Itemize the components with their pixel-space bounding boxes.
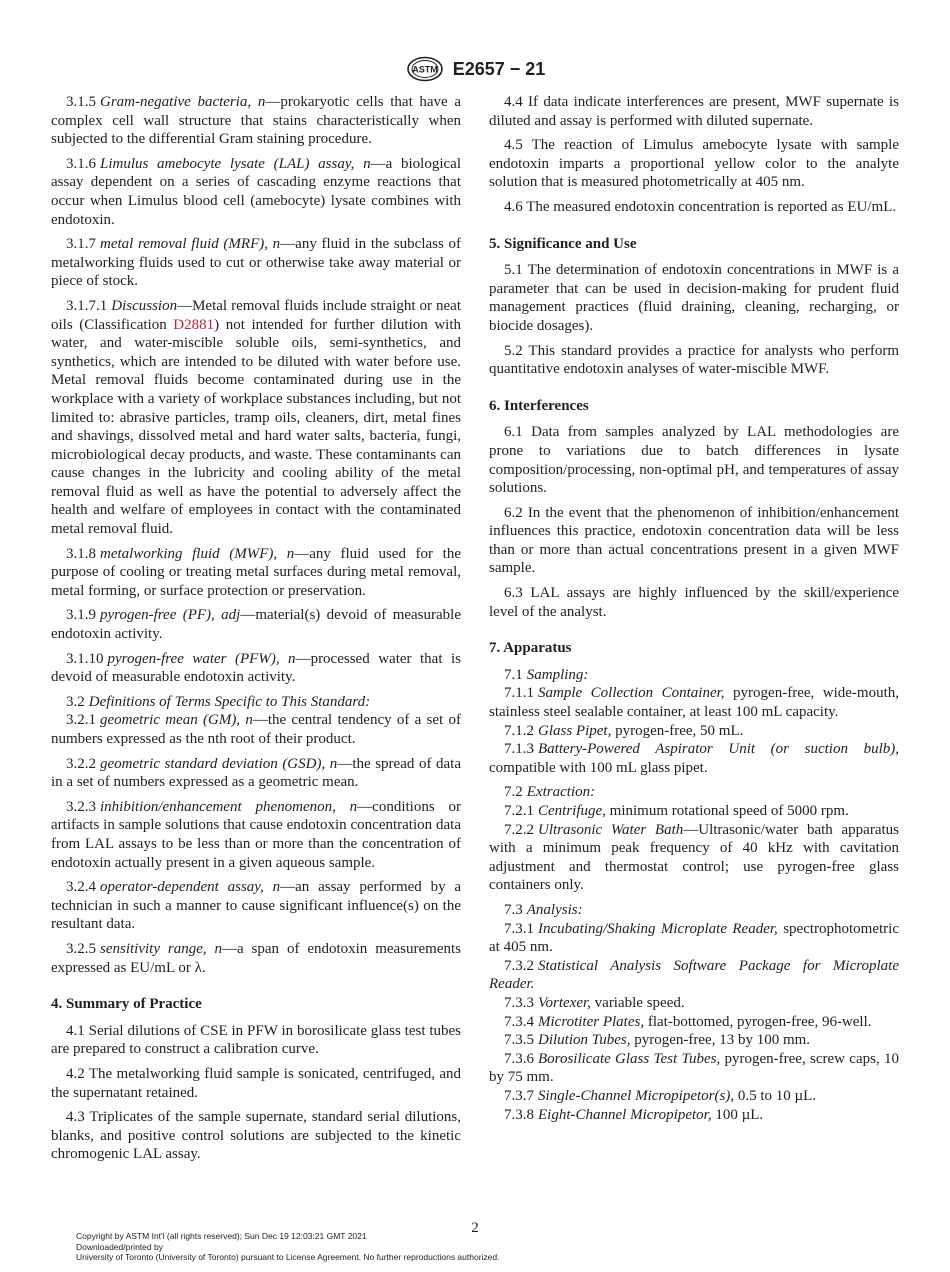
para-7-2-2: 7.2.2 Ultrasonic Water Bath—Ultrasonic/water bath apparatus with a minimum peak frequency of 40 kHz with cavitation adjustment and thermostat control; use pyrogen-free glass containers only. [489, 821, 900, 894]
para-6-2: 6.2 In the event that the phenomenon of inhibition/enhancement influences this practice, endotoxin concentration data will be less than or more than actual concentrations present in a given MWF sample. [489, 504, 899, 577]
para-4-1: 4.1 Serial dilutions of CSE in PFW in borosilicate glass test tubes are prepared to construct a calibration curve. [51, 1022, 461, 1058]
para-5-1: 5.1 The determination of endotoxin concentrations in MWF is a parameter that can be used in decision-making for prudent fluid management practices (fluid draining, cleaning, recharging, or biocide dosages). [489, 262, 899, 334]
para-7-2-1: 7.2.1 Centrifuge, minimum rotational speed of 5000 rpm. [504, 803, 849, 819]
para-3-1-10: 3.1.10 pyrogen-free water (PFW), n—processed water that is devoid of measurable endotoxin activity. [51, 650, 461, 686]
heading-section-7: 7. Apparatus [489, 640, 572, 657]
right-column [489, 93, 899, 1124]
para-3-2-4: 3.2.4 operator-dependent assay, n—an assay performed by a technician in such a manner to cause significant influence(s) on the resultant data. [51, 879, 461, 933]
para-7-3-7: 7.3.7 Single-Channel Micropipetor(s), 0.5 to 10 µL. [504, 1087, 817, 1104]
para-7-1-1: 7.1.1 Sample Collection Container, pyrogen-free, wide-mouth, stainless steel sealable container, at least 100 mL capacity. [489, 685, 899, 721]
para-3-2-3: 3.2.3 inhibition/enhancement phenomenon, n—conditions or artifacts in sample solutions that cause endotoxin concentration data from LAL assays to be less than or more than the concentration of endotoxin actually present in a given aqueous sample. [51, 798, 461, 871]
para-3-1-9: 3.1.9 pyrogen-free (PF), adj—material(s) devoid of measurable endotoxin activity. [51, 607, 462, 643]
para-4-6: 4.6 The measured endotoxin concentration is reported as EU/mL. [504, 198, 897, 215]
left-column [51, 93, 461, 1170]
para-7-3-3: 7.3.3 Vortexer, variable speed. [504, 994, 685, 1011]
para-4-4: 4.4 If data indicate interferences are present, MWF supernate is diluted and assay is performed with diluted supernate. [489, 94, 899, 129]
para-7-1: 7.1 Sampling: [504, 666, 589, 683]
para-3-2: 3.2 Definitions of Terms Specific to This Standard: [66, 693, 371, 710]
para-4-3: 4.3 Triplicates of the sample supernate, standard serial dilutions, blanks, and positive control solutions are subjected to the kinetic chromogenic LAL assay. [51, 1109, 461, 1163]
para-5-2: 5.2 This standard provides a practice for analysts who perform quantitative endotoxin analyses of water-miscible MWF. [489, 342, 899, 378]
para-6-3: 6.3 LAL assays are highly influenced by the skill/experience level of the analyst. [489, 585, 899, 620]
footer-line-3: University of Toronto (University of Toronto) pursuant to License Agreement. No further reproductions authorized. [76, 1252, 500, 1262]
para-7-1-3: 7.1.3 Battery-Powered Aspirator Unit (or suction bulb), compatible with 100 mL glass pipet. [489, 741, 899, 776]
para-7-3-2: 7.3.2 Statistical Analysis Software Package for Microplate Reader. [489, 957, 899, 993]
astm-logo-icon [405, 56, 445, 82]
para-4-2: 4.2 The metalworking fluid sample is sonicated, centrifuged, and the supernatant retained. [51, 1065, 461, 1101]
para-7-3: 7.3 Analysis: [504, 901, 583, 918]
footer-line-1: Copyright by ASTM Int'l (all rights reserved); Sun Dec 19 12:03:21 GMT 2021 [76, 1231, 367, 1241]
para-7-3-1: 7.3.1 Incubating/Shaking Microplate Reader, spectrophotometric at 405 nm. [489, 920, 899, 956]
para-3-2-1: 3.2.1 geometric mean (GM), n—the central tendency of a set of numbers expressed as the nth root of their product. [51, 712, 461, 747]
para-7-3-4: 7.3.4 Microtiter Plates, flat-bottomed, pyrogen-free, 96-well. [504, 1013, 872, 1030]
logo-text: ASTM [411, 64, 438, 75]
heading-section-5: 5. Significance and Use [489, 235, 637, 252]
heading-section-4: 4. Summary of Practice [51, 996, 202, 1013]
para-3-2-5: 3.2.5 sensitivity range, n—a span of endotoxin measurements expressed as EU/mL or λ. [51, 940, 462, 976]
para-7-3-8: 7.3.8 Eight-Channel Micropipetor, 100 µL. [504, 1106, 764, 1123]
para-4-5: 4.5 The reaction of Limulus amebocyte lysate with sample endotoxin imparts a proportional yellow color to the analyte solution that is measured photometrically at 405 nm. [489, 137, 899, 191]
heading-section-6: 6. Interferences [489, 397, 589, 414]
designation: E2657 − 21 [452, 58, 546, 79]
para-6-1: 6.1 Data from samples analyzed by LAL methodologies are prone to variations due to batch differences in lysate composition/processing, non-optimal pH, and temperatures of assay solutions. [489, 424, 899, 497]
para-3-1-7-1: 3.1.7.1 Discussion—Metal removal fluids include straight or neat oils (Classification D2881) not intended for further dilution with water, and water-miscible soluble oils, semi-synthetics, and synthetics, which are intended to be diluted with water before use. Metal removal fluids become contaminated during use in the workplace with a variety of workplace substances including, but not limited to: abrasive particles, tramp oils, cleaners, dirt, metal fines and shavings, dissolved metal and hard water salts, bacteria, fungi, microbiological decay products, and waste. These contaminants can cause changes in the lubricity and cooling ability of the metal removal fluid as well as have the potential to adversely affect the health and welfare of employees in contact with the contaminated metal removal fluid. [51, 297, 462, 538]
para-7-3-6: 7.3.6 Borosilicate Glass Test Tubes, pyrogen-free, screw caps, 10 by 75 mm. [489, 1050, 899, 1086]
page-number: 2 [471, 1220, 479, 1236]
para-3-2-2: 3.2.2 geometric standard deviation (GSD), n—the spread of data in a set of numbers expressed as a geometric mean. [51, 755, 461, 791]
para-7-3-5: 7.3.5 Dilution Tubes, pyrogen-free, 13 by 100 mm. [504, 1032, 811, 1049]
para-7-1-2: 7.1.2 Glass Pipet, pyrogen-free, 50 mL. [504, 722, 744, 739]
para-3-1-6: 3.1.6 Limulus amebocyte lysate (LAL) assay, n—a biological assay dependent on a series of cascading enzyme reactions that occur when Limulus blood cell (amebocyte) lysate combines with endotoxin. [51, 155, 461, 228]
page-header [0, 56, 950, 84]
footer-line-2: Downloaded/printed by [76, 1241, 163, 1252]
link-d2881[interactable]: D2881 [173, 316, 215, 333]
para-3-1-8: 3.1.8 metalworking fluid (MWF), n—any fluid used for the purpose of cooling or treating metal surfaces during metal removal, metal forming, or surface protection or preservation. [51, 545, 461, 599]
para-3-1-7: 3.1.7 metal removal fluid (MRF), n—any fluid in the subclass of metalworking fluids used to cut or otherwise take away material or piece of stock. [51, 236, 461, 290]
para-7-2: 7.2 Extraction: [504, 784, 596, 801]
para-3-1-5: 3.1.5 Gram-negative bacteria, n—prokaryotic cells that have a complex cell wall structure that stains characteristically when subjected to the differential Gram staining procedure. [51, 94, 461, 148]
copyright-footer [76, 1231, 500, 1263]
